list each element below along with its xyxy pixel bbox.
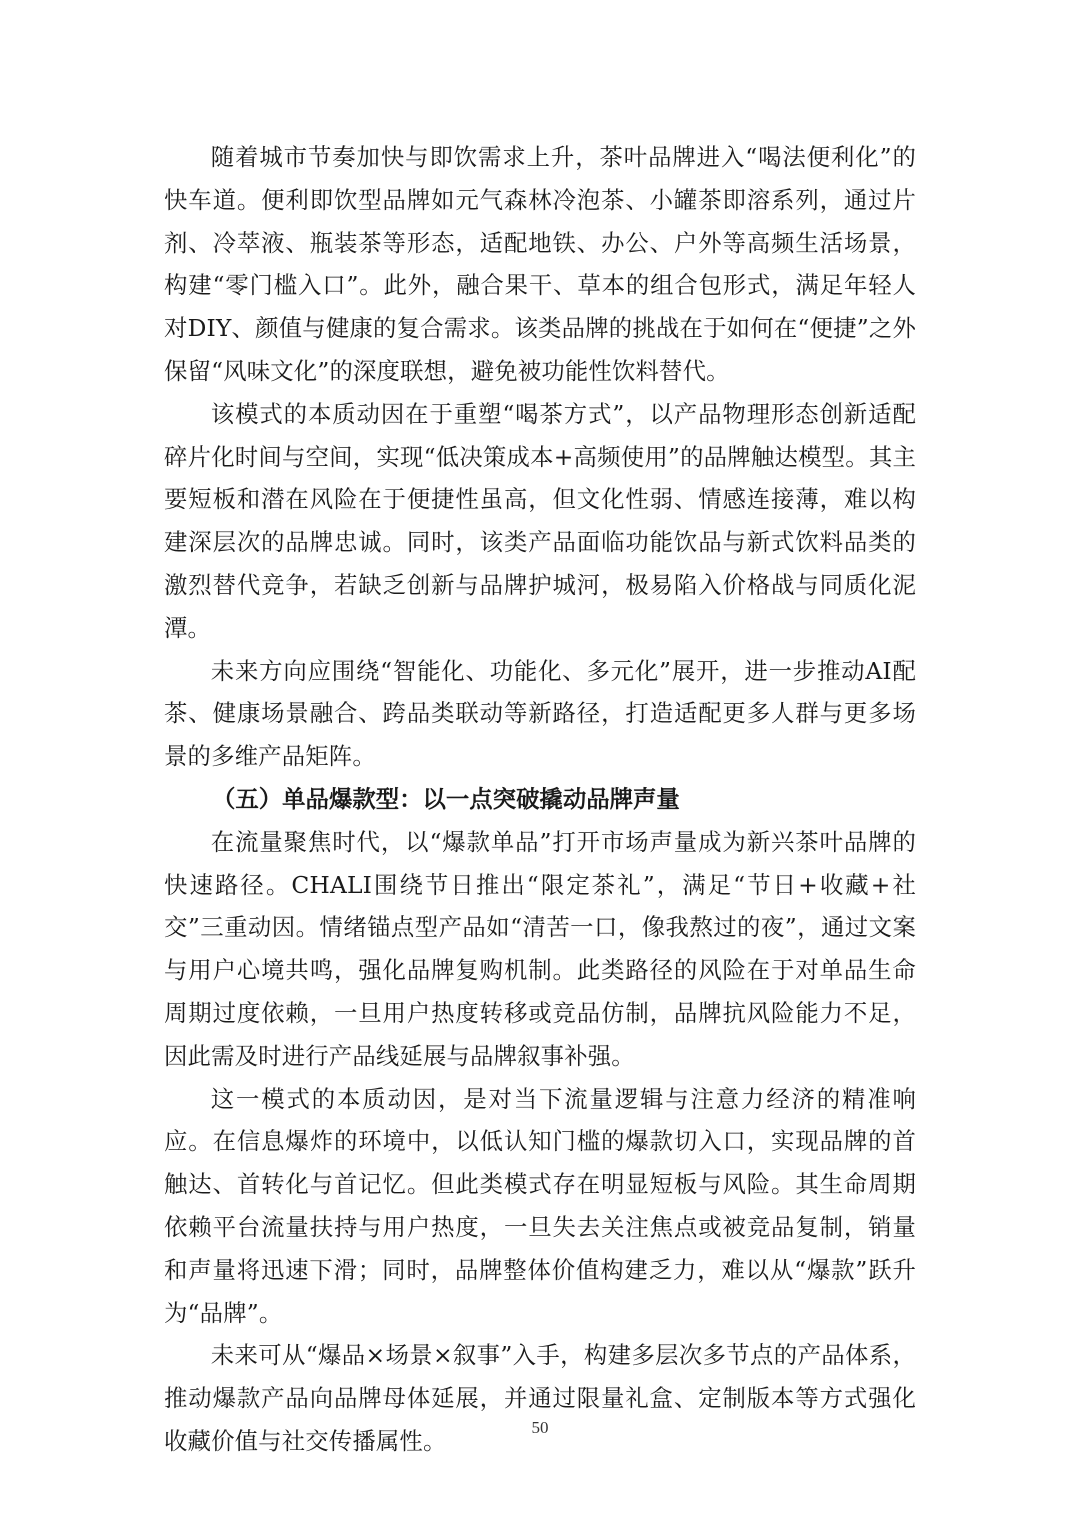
paragraph: 在流量聚焦时代，以“爆款单品”打开市场声量成为新兴茶叶品牌的快速路径。CHALI围绕节日推出“限定茶礼”，满足“节日+收藏+社交”三重动因。情绪锚点型产品如“清苦一口，像我熬过的夜”，通过文案与用户心境共鸣，强化品牌复购机制。此类路径的风险在于对单品生命周期过度依赖，一旦用户热度转移或竞品仿制，品牌抗风险能力不足，因此需及时进行产品线延展与品牌叙事补强。	[164, 827, 916, 1070]
document-body	[164, 136, 916, 1463]
paragraph: 这一模式的本质动因，是对当下流量逻辑与注意力经济的精准响应。在信息爆炸的环境中，以低认知门槛的爆款切入口，实现品牌的首触达、首转化与首记忆。但此类模式存在明显短板与风险。其生命周期依赖平台流量扶持与用户热度，一旦失去关注焦点或被竞品复制，销量和声量将迅速下滑；同时，品牌整体价值构建乏力，难以从“爆款”跃升为“品牌”。	[164, 1084, 916, 1327]
paragraph: 该模式的本质动因在于重塑“喝茶方式”，以产品物理形态创新适配碎片化时间与空间，实现“低决策成本+高频使用”的品牌触达模型。其主要短板和潜在风险在于便捷性虽高，但文化性弱、情感连接薄，难以构建深层次的品牌忠诚。同时，该类产品面临功能饮品与新式饮料品类的激烈替代竞争，若缺乏创新与品牌护城河，极易陷入价格战与同质化泥潭。	[164, 399, 916, 642]
page-number: 50	[531, 1418, 549, 1437]
paragraph: 未来方向应围绕“智能化、功能化、多元化”展开，进一步推动AI配茶、健康场景融合、跨品类联动等新路径，打造适配更多人群与更多场景的多维产品矩阵。	[164, 656, 916, 771]
paragraph: 随着城市节奏加快与即饮需求上升，茶叶品牌进入“喝法便利化”的快车道。便利即饮型品牌如元气森林冷泡茶、小罐茶即溶系列，通过片剂、冷萃液、瓶装茶等形态，适配地铁、办公、户外等高频生活场景，构建“零门槛入口”。此外，融合果干、草本的组合包形式，满足年轻人对DIY、颜值与健康的复合需求。该类品牌的挑战在于如何在“便捷”之外保留“风味文化”的深度联想，避免被功能性饮料替代。	[164, 143, 916, 385]
section-heading: （五）单品爆款型：以一点突破撬动品牌声量	[212, 784, 680, 813]
paragraph: 未来可从“爆品×场景×叙事”入手，构建多层次多节点的产品体系，推动爆款产品向品牌母体延展，并通过限量礼盒、定制版本等方式强化收藏价值与社交传播属性。	[164, 1341, 916, 1455]
